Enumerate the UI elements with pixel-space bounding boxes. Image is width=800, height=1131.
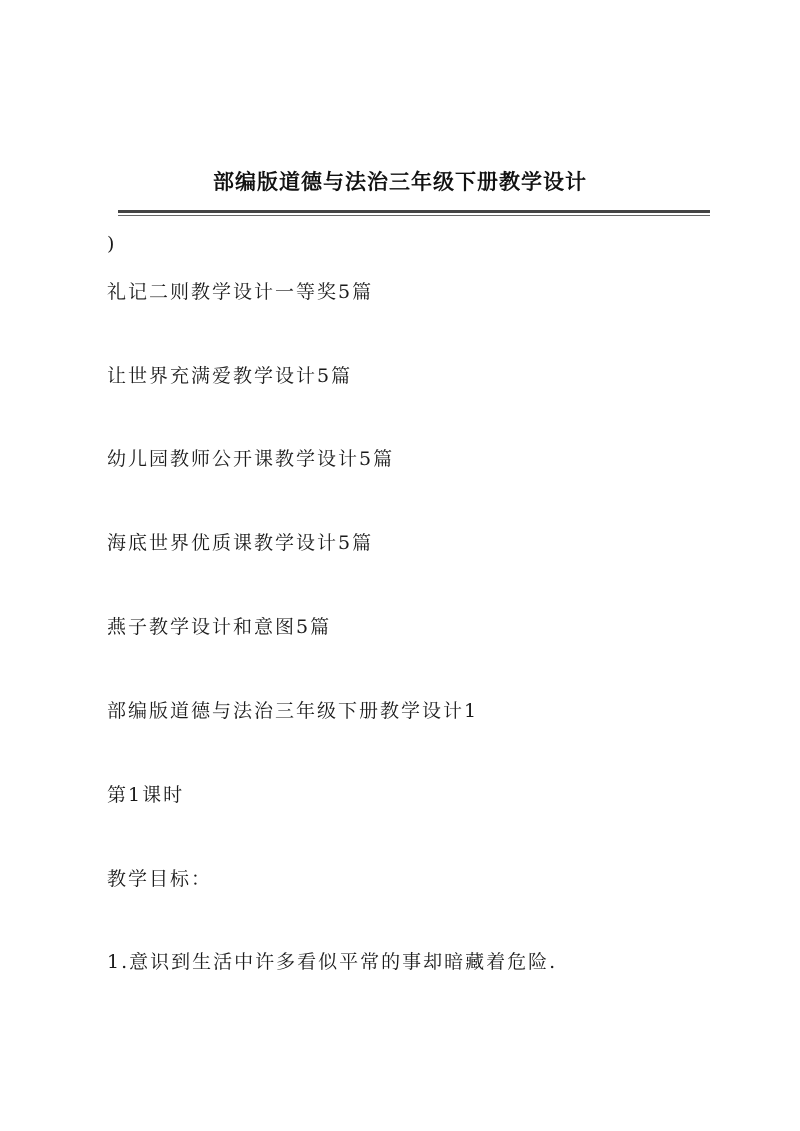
- toc-item-liji: 礼记二则教学设计一等奖5篇: [107, 281, 374, 303]
- toc-item-undersea-world: 海底世界优质课教学设计5篇: [107, 532, 374, 554]
- toc-item-swallow: 燕子教学设计和意图5篇: [107, 616, 332, 638]
- toc-item-kindergarten: 幼儿园教师公开课教学设计5篇: [107, 448, 395, 470]
- toc-item-love-world: 让世界充满爱教学设计5篇: [107, 365, 353, 387]
- section-heading: 部编版道德与法治三年级下册教学设计1: [107, 700, 479, 722]
- objective-1: 1.意识到生活中许多看似平常的事却暗藏着危险.: [107, 951, 558, 973]
- document-title: 部编版道德与法治三年级下册教学设计: [213, 169, 587, 194]
- closing-parenthesis: ): [107, 233, 117, 255]
- title-underline-thin: [118, 215, 710, 216]
- title-underline-thick: [118, 210, 710, 213]
- lesson-number: 第1课时: [107, 784, 185, 806]
- objectives-heading: 教学目标：: [107, 868, 213, 890]
